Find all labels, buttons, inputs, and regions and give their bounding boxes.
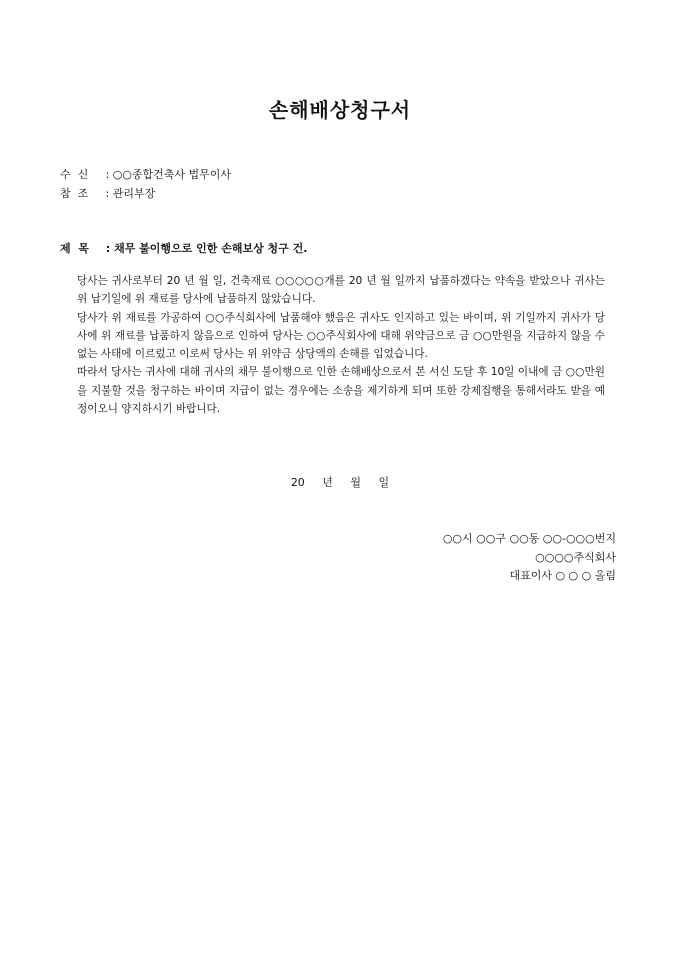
letter-body	[77, 272, 605, 418]
subject-value: : 채무 불이행으로 인한 손해보상 청구 건.	[105, 242, 308, 255]
paragraph-2: 당사가 위 재료를 가공하여 ○○주식회사에 납품해야 했음은 귀사도 인지하고 있는 바이며, 위 기일까지 귀사가 당사에 위 재료를 납품하지 않음으로 인하여 당사는 ○○주식회사에 대해 위약금으로 금 ○○만원을 지급하지 않을 수 없는 사태에 이르렀고 이로써 당사는 위 위약금 상당액의 손해를 입었습니다.	[77, 311, 605, 361]
sender-block	[443, 530, 616, 586]
reference-label: 참 조	[60, 187, 89, 200]
recipient-label: 수 신	[60, 168, 89, 181]
reference-value: : 관리부장	[105, 187, 156, 200]
subject-label: 제 목	[60, 242, 89, 255]
recipient-value: : ○○종합건축사 법무이사	[105, 168, 232, 181]
subject-row	[60, 240, 307, 256]
sender-company: ○○○○주식회사	[535, 550, 616, 564]
reference-row	[60, 185, 155, 201]
sender-signature: 대표이사 ○ ○ ○ 올림	[509, 569, 616, 582]
recipient-row	[60, 166, 231, 182]
paragraph-3: 따라서 당사는 귀사에 대해 귀사의 채무 불이행으로 인한 손해배상으로서 본 서신 도달 후 10일 이내에 금 ○○만원을 지불할 것을 청구하는 바이며 지급이 없는 경우에는 소송을 제기하게 되며 또한 강제집행을 통해서라도 받을 예정이오니 양지하시기 바랍니다.	[77, 366, 605, 416]
paragraph-1: 당사는 귀사로부터 20 년 월 일, 건축재료 ○○○○○개를 20 년 월 일까지 납품하겠다는 약속을 받았으나 귀사는 위 납기일에 위 재료를 당사에 납품하지 않았습니다.	[77, 275, 605, 306]
sender-address: ○○시 ○○구 ○○동 ○○-○○○번지	[442, 532, 616, 545]
document-title: 손해배상청구서	[268, 98, 412, 122]
date-line: 20 년 월 일	[290, 476, 390, 489]
